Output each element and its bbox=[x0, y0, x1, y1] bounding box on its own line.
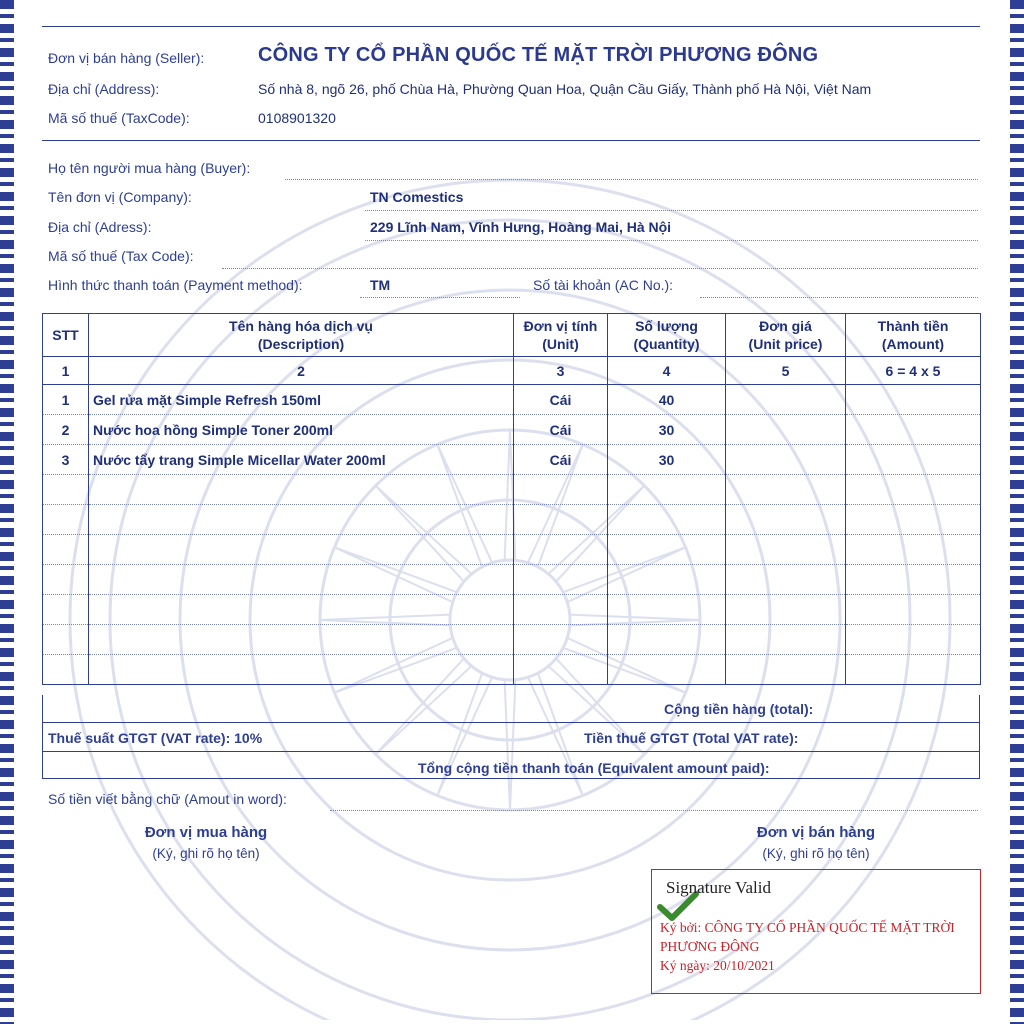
col-amount bbox=[846, 314, 981, 357]
empty-cell bbox=[726, 505, 846, 535]
empty-cell bbox=[89, 625, 514, 655]
buyer-address-dots bbox=[365, 240, 978, 241]
empty-cell bbox=[89, 595, 514, 625]
empty-cell bbox=[608, 625, 726, 655]
empty-cell bbox=[726, 595, 846, 625]
totals-divider bbox=[43, 722, 979, 723]
empty-cell bbox=[726, 625, 846, 655]
buyer-company: TN Comestics bbox=[370, 189, 464, 205]
account-dots bbox=[700, 297, 978, 298]
seller-address: Số nhà 8, ngõ 26, phố Chùa Hà, Phường Quan Hoa, Quận Cầu Giấy, Thành phố Hà Nội, Việt Nam bbox=[258, 81, 872, 97]
table-row bbox=[43, 445, 981, 475]
top-rule bbox=[42, 26, 980, 27]
buyer-name-dots bbox=[285, 179, 978, 180]
buyer-address-label: Địa chỉ (Adress): bbox=[48, 219, 152, 235]
empty-table-row bbox=[43, 655, 981, 685]
signed-date: Ký ngày: 20/10/2021 bbox=[660, 958, 775, 973]
payment-dots bbox=[360, 297, 520, 298]
index-cell: 3 bbox=[514, 357, 608, 385]
index-cell: 1 bbox=[43, 357, 89, 385]
index-cell: 5 bbox=[726, 357, 846, 385]
empty-table-row bbox=[43, 475, 981, 505]
buyer-name-label: Họ tên người mua hàng (Buyer): bbox=[48, 160, 251, 176]
col-unit-vn: Đơn vị tính bbox=[523, 318, 598, 334]
empty-cell bbox=[846, 505, 981, 535]
row-amount bbox=[846, 385, 981, 415]
payment-method: TM bbox=[370, 277, 391, 293]
empty-cell bbox=[846, 655, 981, 685]
row-quantity: 30 bbox=[608, 415, 726, 445]
empty-cell bbox=[514, 475, 608, 505]
buyer-company-dots bbox=[365, 210, 978, 211]
empty-cell bbox=[514, 505, 608, 535]
empty-cell bbox=[726, 475, 846, 505]
row-amount bbox=[846, 445, 981, 475]
col-description-en: (Description) bbox=[257, 336, 345, 352]
row-stt: 1 bbox=[43, 385, 89, 415]
amount-in-words-dots bbox=[330, 810, 978, 811]
row-quantity: 30 bbox=[608, 445, 726, 475]
empty-cell bbox=[608, 535, 726, 565]
totals-divider bbox=[43, 751, 979, 752]
signature-status: Signature Valid bbox=[666, 878, 771, 897]
empty-cell bbox=[43, 625, 89, 655]
col-unit-price bbox=[726, 314, 846, 357]
seller-signature-note: (Ký, ghi rõ họ tên) bbox=[762, 846, 870, 861]
empty-cell bbox=[89, 535, 514, 565]
empty-cell bbox=[43, 655, 89, 685]
empty-cell bbox=[43, 505, 89, 535]
empty-cell bbox=[89, 475, 514, 505]
empty-cell bbox=[726, 655, 846, 685]
digital-signature-box bbox=[651, 869, 981, 994]
col-description bbox=[89, 314, 514, 357]
empty-table-row bbox=[43, 595, 981, 625]
seller-company-name: CÔNG TY CỔ PHẦN QUỐC TẾ MẶT TRỜI PHƯƠNG ĐÔNG bbox=[258, 44, 819, 66]
empty-cell bbox=[726, 565, 846, 595]
empty-cell bbox=[846, 625, 981, 655]
col-stt: STT bbox=[43, 314, 89, 357]
vat-amount-label: Tiền thuế GTGT (Total VAT rate): bbox=[584, 730, 799, 746]
row-unit-price bbox=[726, 445, 846, 475]
col-unit-price-vn: Đơn giá bbox=[759, 318, 812, 334]
col-description-vn: Tên hàng hóa dịch vụ bbox=[229, 318, 373, 334]
col-quantity bbox=[608, 314, 726, 357]
buyer-address: 229 Lĩnh Nam, Vĩnh Hưng, Hoàng Mai, Hà Nội bbox=[370, 219, 672, 235]
empty-cell bbox=[89, 565, 514, 595]
empty-table-row bbox=[43, 535, 981, 565]
seller-label: Đơn vị bán hàng (Seller): bbox=[48, 50, 205, 66]
empty-cell bbox=[89, 505, 514, 535]
index-cell: 2 bbox=[89, 357, 514, 385]
seller-tax-code: 0108901320 bbox=[258, 110, 336, 126]
row-amount bbox=[846, 415, 981, 445]
empty-cell bbox=[43, 535, 89, 565]
col-unit bbox=[514, 314, 608, 357]
buyer-tax-label: Mã số thuế (Tax Code): bbox=[48, 248, 194, 264]
empty-cell bbox=[514, 595, 608, 625]
empty-table-row bbox=[43, 505, 981, 535]
seller-signature-title: Đơn vị bán hàng bbox=[756, 824, 876, 841]
seller-tax-label: Mã số thuế (TaxCode): bbox=[48, 110, 190, 126]
index-cell: 6 = 4 x 5 bbox=[846, 357, 981, 385]
account-label: Số tài khoản (AC No.): bbox=[533, 277, 674, 293]
seller-buyer-divider bbox=[42, 140, 980, 141]
row-unit: Cái bbox=[514, 415, 608, 445]
col-unit-en: (Unit) bbox=[542, 336, 579, 352]
row-unit-price bbox=[726, 415, 846, 445]
empty-cell bbox=[514, 535, 608, 565]
empty-cell bbox=[43, 565, 89, 595]
empty-cell bbox=[608, 655, 726, 685]
empty-cell bbox=[726, 535, 846, 565]
left-border-ornament bbox=[0, 0, 14, 1024]
grand-total-label: Tổng cộng tiền thanh toán (Equivalent amount paid): bbox=[418, 760, 770, 776]
right-border-ornament bbox=[1010, 0, 1024, 1024]
empty-cell bbox=[43, 475, 89, 505]
buyer-signature-title: Đơn vị mua hàng bbox=[144, 824, 268, 841]
index-cell: 4 bbox=[608, 357, 726, 385]
column-index-row bbox=[43, 357, 981, 385]
col-amount-vn: Thành tiền bbox=[877, 318, 949, 334]
row-unit: Cái bbox=[514, 445, 608, 475]
empty-cell bbox=[608, 505, 726, 535]
empty-cell bbox=[608, 565, 726, 595]
buyer-tax-dots bbox=[222, 268, 978, 269]
col-amount-en: (Amount) bbox=[881, 336, 945, 352]
col-unit-price-en: (Unit price) bbox=[748, 336, 823, 352]
buyer-signature-note: (Ký, ghi rõ họ tên) bbox=[152, 846, 260, 861]
empty-cell bbox=[846, 535, 981, 565]
empty-cell bbox=[608, 475, 726, 505]
empty-cell bbox=[43, 595, 89, 625]
col-quantity-vn: Số lượng bbox=[635, 318, 698, 334]
row-description: Nước tẩy trang Simple Micellar Water 200ml bbox=[89, 445, 514, 475]
payment-method-label: Hình thức thanh toán (Payment method): bbox=[48, 277, 303, 293]
row-quantity: 40 bbox=[608, 385, 726, 415]
empty-cell bbox=[846, 475, 981, 505]
empty-cell bbox=[89, 655, 514, 685]
seller-address-label: Địa chỉ (Address): bbox=[48, 81, 160, 97]
total-label: Cộng tiền hàng (total): bbox=[664, 701, 814, 717]
table-row bbox=[43, 415, 981, 445]
table-row bbox=[43, 385, 981, 415]
table-header-row bbox=[43, 314, 981, 357]
row-unit-price bbox=[726, 385, 846, 415]
empty-cell bbox=[846, 595, 981, 625]
row-stt: 3 bbox=[43, 445, 89, 475]
row-description: Nước hoa hồng Simple Toner 200ml bbox=[89, 415, 514, 445]
row-description: Gel rửa mặt Simple Refresh 150ml bbox=[89, 385, 514, 415]
empty-table-row bbox=[43, 565, 981, 595]
empty-cell bbox=[846, 565, 981, 595]
row-stt: 2 bbox=[43, 415, 89, 445]
row-unit: Cái bbox=[514, 385, 608, 415]
empty-cell bbox=[608, 595, 726, 625]
buyer-company-label: Tên đơn vị (Company): bbox=[48, 189, 192, 205]
empty-cell bbox=[514, 565, 608, 595]
signed-by: Ký bởi: CÔNG TY CỔ PHẦN QUỐC TẾ MẶT TRỜI PHƯƠNG ĐÔNG bbox=[660, 920, 955, 954]
empty-cell bbox=[514, 625, 608, 655]
empty-table-row bbox=[43, 625, 981, 655]
items-table bbox=[42, 313, 981, 685]
col-quantity-en: (Quantity) bbox=[633, 336, 700, 352]
amount-in-words-label: Số tiền viết bằng chữ (Amout in word): bbox=[48, 791, 287, 807]
empty-cell bbox=[514, 655, 608, 685]
vat-rate-label: Thuế suất GTGT (VAT rate): 10% bbox=[48, 730, 263, 746]
